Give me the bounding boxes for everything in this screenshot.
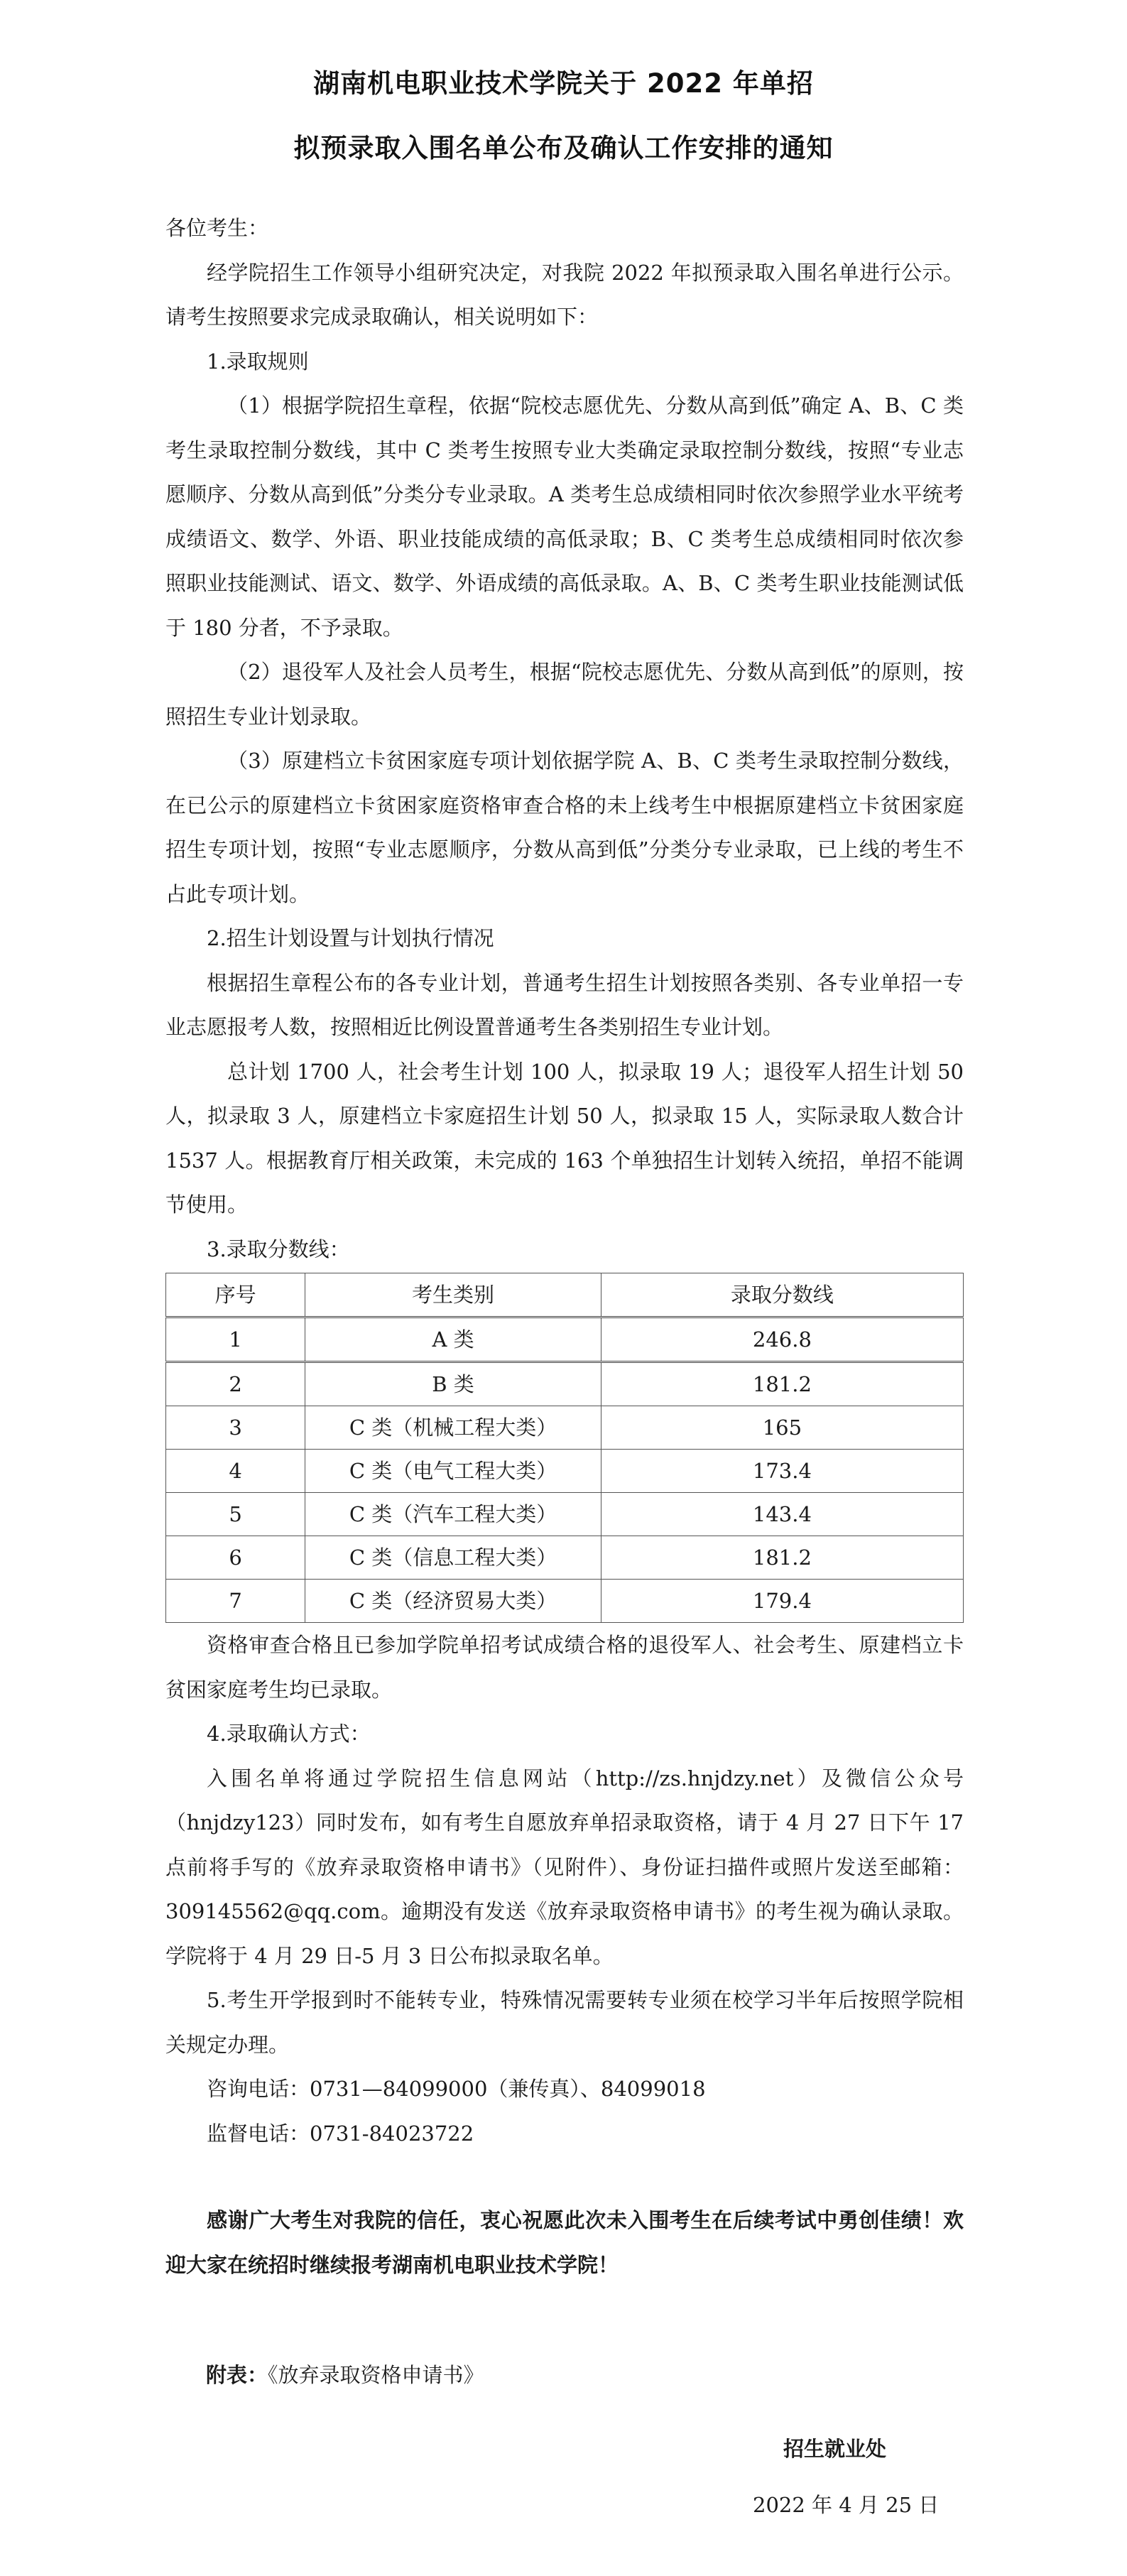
cell-score: 173.4: [601, 1450, 963, 1493]
section-4-heading: 4.录取确认方式：: [207, 1722, 371, 1746]
confirmation-paragraph: 入围名单将通过学院招生信息网站（http://zs.hnjdzy.net）及微信公众号（hnjdzy123）同时发布，如有考生自愿放弃单招录取资格，请于 4 月 27 日下午 17 点前将手写的《放弃录取资格申请书》（见附件）、身份证扫描件或照片发送至邮箱：309145562@qq.com。逾期没有发送《放弃录取资格申请书》的考生视为确认录取。学院将于 4 月 29 日-5 月 3 日公布拟录取名单。: [165, 1766, 964, 1968]
cell-index: 7: [166, 1580, 305, 1623]
annex-document-link[interactable]: 《放弃录取资格申请书》: [268, 2363, 484, 2387]
table-row: [166, 1536, 964, 1580]
table-row: [166, 1406, 964, 1450]
header-cell-index: 序号: [166, 1273, 305, 1317]
cell-category: C 类（信息工程大类）: [305, 1536, 601, 1580]
cell-score: 181.2: [601, 1536, 963, 1580]
cell-index: 1: [166, 1317, 305, 1362]
title-line-1: 湖南机电职业技术学院关于 2022 年单招: [313, 68, 814, 99]
major-transfer-paragraph: 5.考生开学报到时不能转专业，特殊情况需要转专业须在校学习半年后按照学院相关规定办理。: [165, 1988, 964, 2057]
plan-paragraph-2: 总计划 1700 人，社会考生计划 100 人，拟录取 19 人；退役军人招生计划 50 人，拟录取 3 人，原建档立卡家庭招生计划 50 人，拟录取 15 人，实际录取人数合计 1537 人。根据教育厅相关政策，未完成的 163 个单独招生计划转入统招，单招不能调节使用。: [165, 1059, 964, 1217]
closing-remarks: 感谢广大考生对我院的信任，衷心祝愿此次未入围考生在后续考试中勇创佳绩！欢迎大家在统招时继续报考湖南机电职业技术学院！: [165, 2208, 964, 2277]
intro-paragraph: 经学院招生工作领导小组研究决定，对我院 2022 年拟预录取入围名单进行公示。请考生按照要求完成录取确认，相关说明如下：: [165, 260, 964, 329]
issue-date: 2022 年 4 月 25 日: [753, 2493, 940, 2517]
annex-label: 附表：: [206, 2363, 268, 2387]
cell-score: 246.8: [601, 1317, 963, 1362]
cell-index: 3: [166, 1406, 305, 1450]
cell-category: C 类（经济贸易大类）: [305, 1580, 601, 1623]
score-table: [165, 1273, 964, 1623]
cell-category: C 类（机械工程大类）: [305, 1406, 601, 1450]
header-cell-score: 录取分数线: [601, 1273, 963, 1317]
cell-category: C 类（汽车工程大类）: [305, 1493, 601, 1536]
header-cell-category: 考生类别: [305, 1273, 601, 1317]
cell-index: 5: [166, 1493, 305, 1536]
rule-1-paragraph: （1）根据学院招生章程，依据“院校志愿优先、分数从高到低”确定 A、B、C 类考生录取控制分数线，其中 C 类考生按照专业大类确定录取控制分数线，按照“专业志愿顺序、分数从高到低”分类分专业录取。A 类考生总成绩相同时依次参照学业水平统考成绩语文、数学、外语、职业技能成绩的高低录取；B、C 类考生总成绩相同时依次参照职业技能测试、语文、数学、外语成绩的高低录取。A、B、C 类考生职业技能测试低于 180 分者，不予录取。: [165, 393, 964, 640]
cell-category: B 类: [305, 1362, 601, 1406]
cell-score: 181.2: [601, 1362, 963, 1406]
annex-line: [206, 2359, 484, 2388]
rule-3-paragraph: （3）原建档立卡贫困家庭专项计划依据学院 A、B、C 类考生录取控制分数线，在已公示的原建档立卡贫困家庭资格审查合格的未上线考生中根据原建档立卡贫困家庭招生专项计划，按照“专业志愿顺序，分数从高到低”分类分专业录取，已上线的考生不占此专项计划。: [165, 749, 964, 906]
table-row: [166, 1317, 964, 1362]
table-header-row: [166, 1273, 964, 1317]
cell-category: C 类（电气工程大类）: [305, 1450, 601, 1493]
title-line-2: 拟预录取入围名单公布及确认工作安排的通知: [293, 133, 834, 163]
rule-2-paragraph: （2）退役军人及社会人员考生，根据“院校志愿优先、分数从高到低”的原则，按照招生专业计划录取。: [165, 660, 964, 729]
table-row: [166, 1580, 964, 1623]
table-row: [166, 1362, 964, 1406]
cell-score: 179.4: [601, 1580, 963, 1623]
issuer-signature: 招生就业处: [783, 2437, 887, 2461]
section-2-heading: 2.招生计划设置与计划执行情况: [207, 926, 494, 950]
table-row: [166, 1493, 964, 1536]
consult-phone: 咨询电话：0731—84099000（兼传真）、84099018: [207, 2077, 706, 2101]
section-3-heading: 3.录取分数线：: [207, 1237, 350, 1261]
cell-index: 2: [166, 1362, 305, 1406]
notice-body: [165, 206, 964, 2287]
cell-category: A 类: [305, 1317, 601, 1362]
plan-paragraph-1: 根据招生章程公布的各专业计划，普通考生招生计划按照各类别、各专业单招一专业志愿报考人数，按照相近比例设置普通考生各类别招生专业计划。: [165, 970, 964, 1039]
cell-score: 143.4: [601, 1493, 963, 1536]
cell-score: 165: [601, 1406, 963, 1450]
supervise-phone: 监督电话：0731-84023722: [207, 2121, 474, 2146]
greeting: 各位考生：: [165, 216, 269, 240]
admission-note: 资格审查合格且已参加学院单招考试成绩合格的退役军人、社会考生、原建档立卡贫困家庭考生均已录取。: [165, 1633, 964, 1702]
table-row: [166, 1450, 964, 1493]
cell-index: 4: [166, 1450, 305, 1493]
cell-index: 6: [166, 1536, 305, 1580]
section-1-heading: 1.录取规则: [207, 349, 309, 374]
